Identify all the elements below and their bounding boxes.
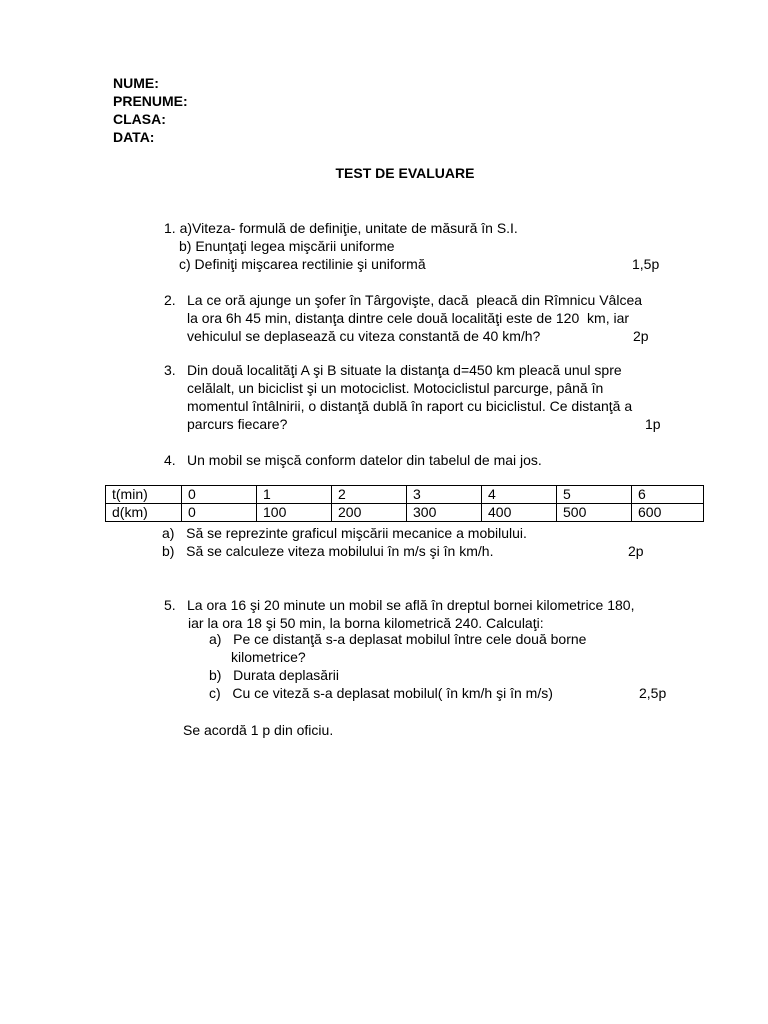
question-2-line: La ce oră ajunge un şofer în Târgovişte, dacă pleacă din Rîmnicu Vâlcea [187,292,643,308]
question-3-points: 1p [645,416,661,432]
footer-note: Se acordă 1 p din oficiu. [183,722,334,738]
table-cell: 500 [557,504,632,522]
surname-label: PRENUME: [113,93,188,109]
question-4-part-a: a) Să se reprezinte graficul mişcării mecanice a mobilului. [162,525,527,541]
student-info-header [113,74,188,146]
question-5-line: iar la ora 18 şi 50 min, la borna kilometrică 240. Calculaţi: [188,615,544,631]
question-5-part-b: b) Durata deplasării [209,667,339,683]
motion-data-table [105,485,704,522]
class-label: CLASA: [113,111,166,127]
question-2-number: 2. [164,292,176,308]
table-cell: 5 [557,486,632,504]
table-cell: 400 [482,504,557,522]
question-5-number: 5. [164,597,176,613]
table-cell: 0 [182,504,257,522]
table-cell: 3 [407,486,482,504]
question-3-line: Din două localităţi A şi B situate la distanţa d=450 km pleacă unul spre [187,362,622,378]
question-4-subparts [162,524,527,560]
question-1-part-c: c) Definiţi mişcarea rectilinie şi uniformă [179,256,426,272]
table-cell: 6 [632,486,704,504]
table-cell: 600 [632,504,704,522]
table-cell: 4 [482,486,557,504]
question-1-part-b: b) Enunţaţi legea mişcării uniforme [179,238,395,254]
table-cell: 300 [407,504,482,522]
table-cell: 1 [257,486,332,504]
table-row [106,504,704,522]
question-2-line: la ora 6h 45 min, distanţa dintre cele două localităţi este de 120 km, iar [187,310,630,326]
table-cell: 0 [182,486,257,504]
question-4-number: 4. [164,452,176,468]
question-3-line: parcurs fiecare? [187,416,288,432]
question-3-line: celălalt, un biciclist şi un motociclist. Motociclistul parcurge, până în [187,380,604,396]
table-cell: 2 [332,486,407,504]
table-cell: d(km) [106,504,182,522]
question-3-line: momentul întâlnirii, o distanţă dublă în raport cu biciclistul. Ce distanţă a [187,398,633,414]
question-1 [164,219,518,273]
table-row [106,486,704,504]
question-5-points: 2,5p [639,685,667,701]
date-label: DATA: [113,129,155,145]
question-4-points: 2p [628,543,644,559]
question-2-line: vehiculul se deplasează cu viteza constantă de 40 km/h? [187,328,541,344]
question-5-part-a-cont: kilometrice? [231,649,306,665]
table-cell: t(min) [106,486,182,504]
table-cell: 200 [332,504,407,522]
question-3-number: 3. [164,362,176,378]
question-3 [187,361,632,433]
question-5-subparts [209,630,586,702]
question-5-part-a: a) Pe ce distanţă s-a deplasat mobilul între cele două borne [209,631,587,647]
table-cell: 100 [257,504,332,522]
question-1-part-a: 1. a)Viteza- formulă de definiţie, unitate de măsură în S.I. [164,220,518,236]
question-5-line: La ora 16 şi 20 minute un mobil se află în dreptul bornei kilometrice 180, [187,597,635,613]
question-1-points: 1,5p [632,256,660,272]
question-4-part-b: b) Să se calculeze viteza mobilului în m/s şi în km/h. [162,543,494,559]
question-2-points: 2p [633,328,649,344]
question-4-text: Un mobil se mişcă conform datelor din tabelul de mai jos. [187,452,542,468]
question-5-part-c: c) Cu ce viteză s-a deplasat mobilul( în km/h şi în m/s) [209,685,553,701]
name-label: NUME: [113,75,159,91]
test-title: TEST DE EVALUARE [335,165,475,181]
question-2 [187,291,642,345]
question-5 [187,596,634,632]
